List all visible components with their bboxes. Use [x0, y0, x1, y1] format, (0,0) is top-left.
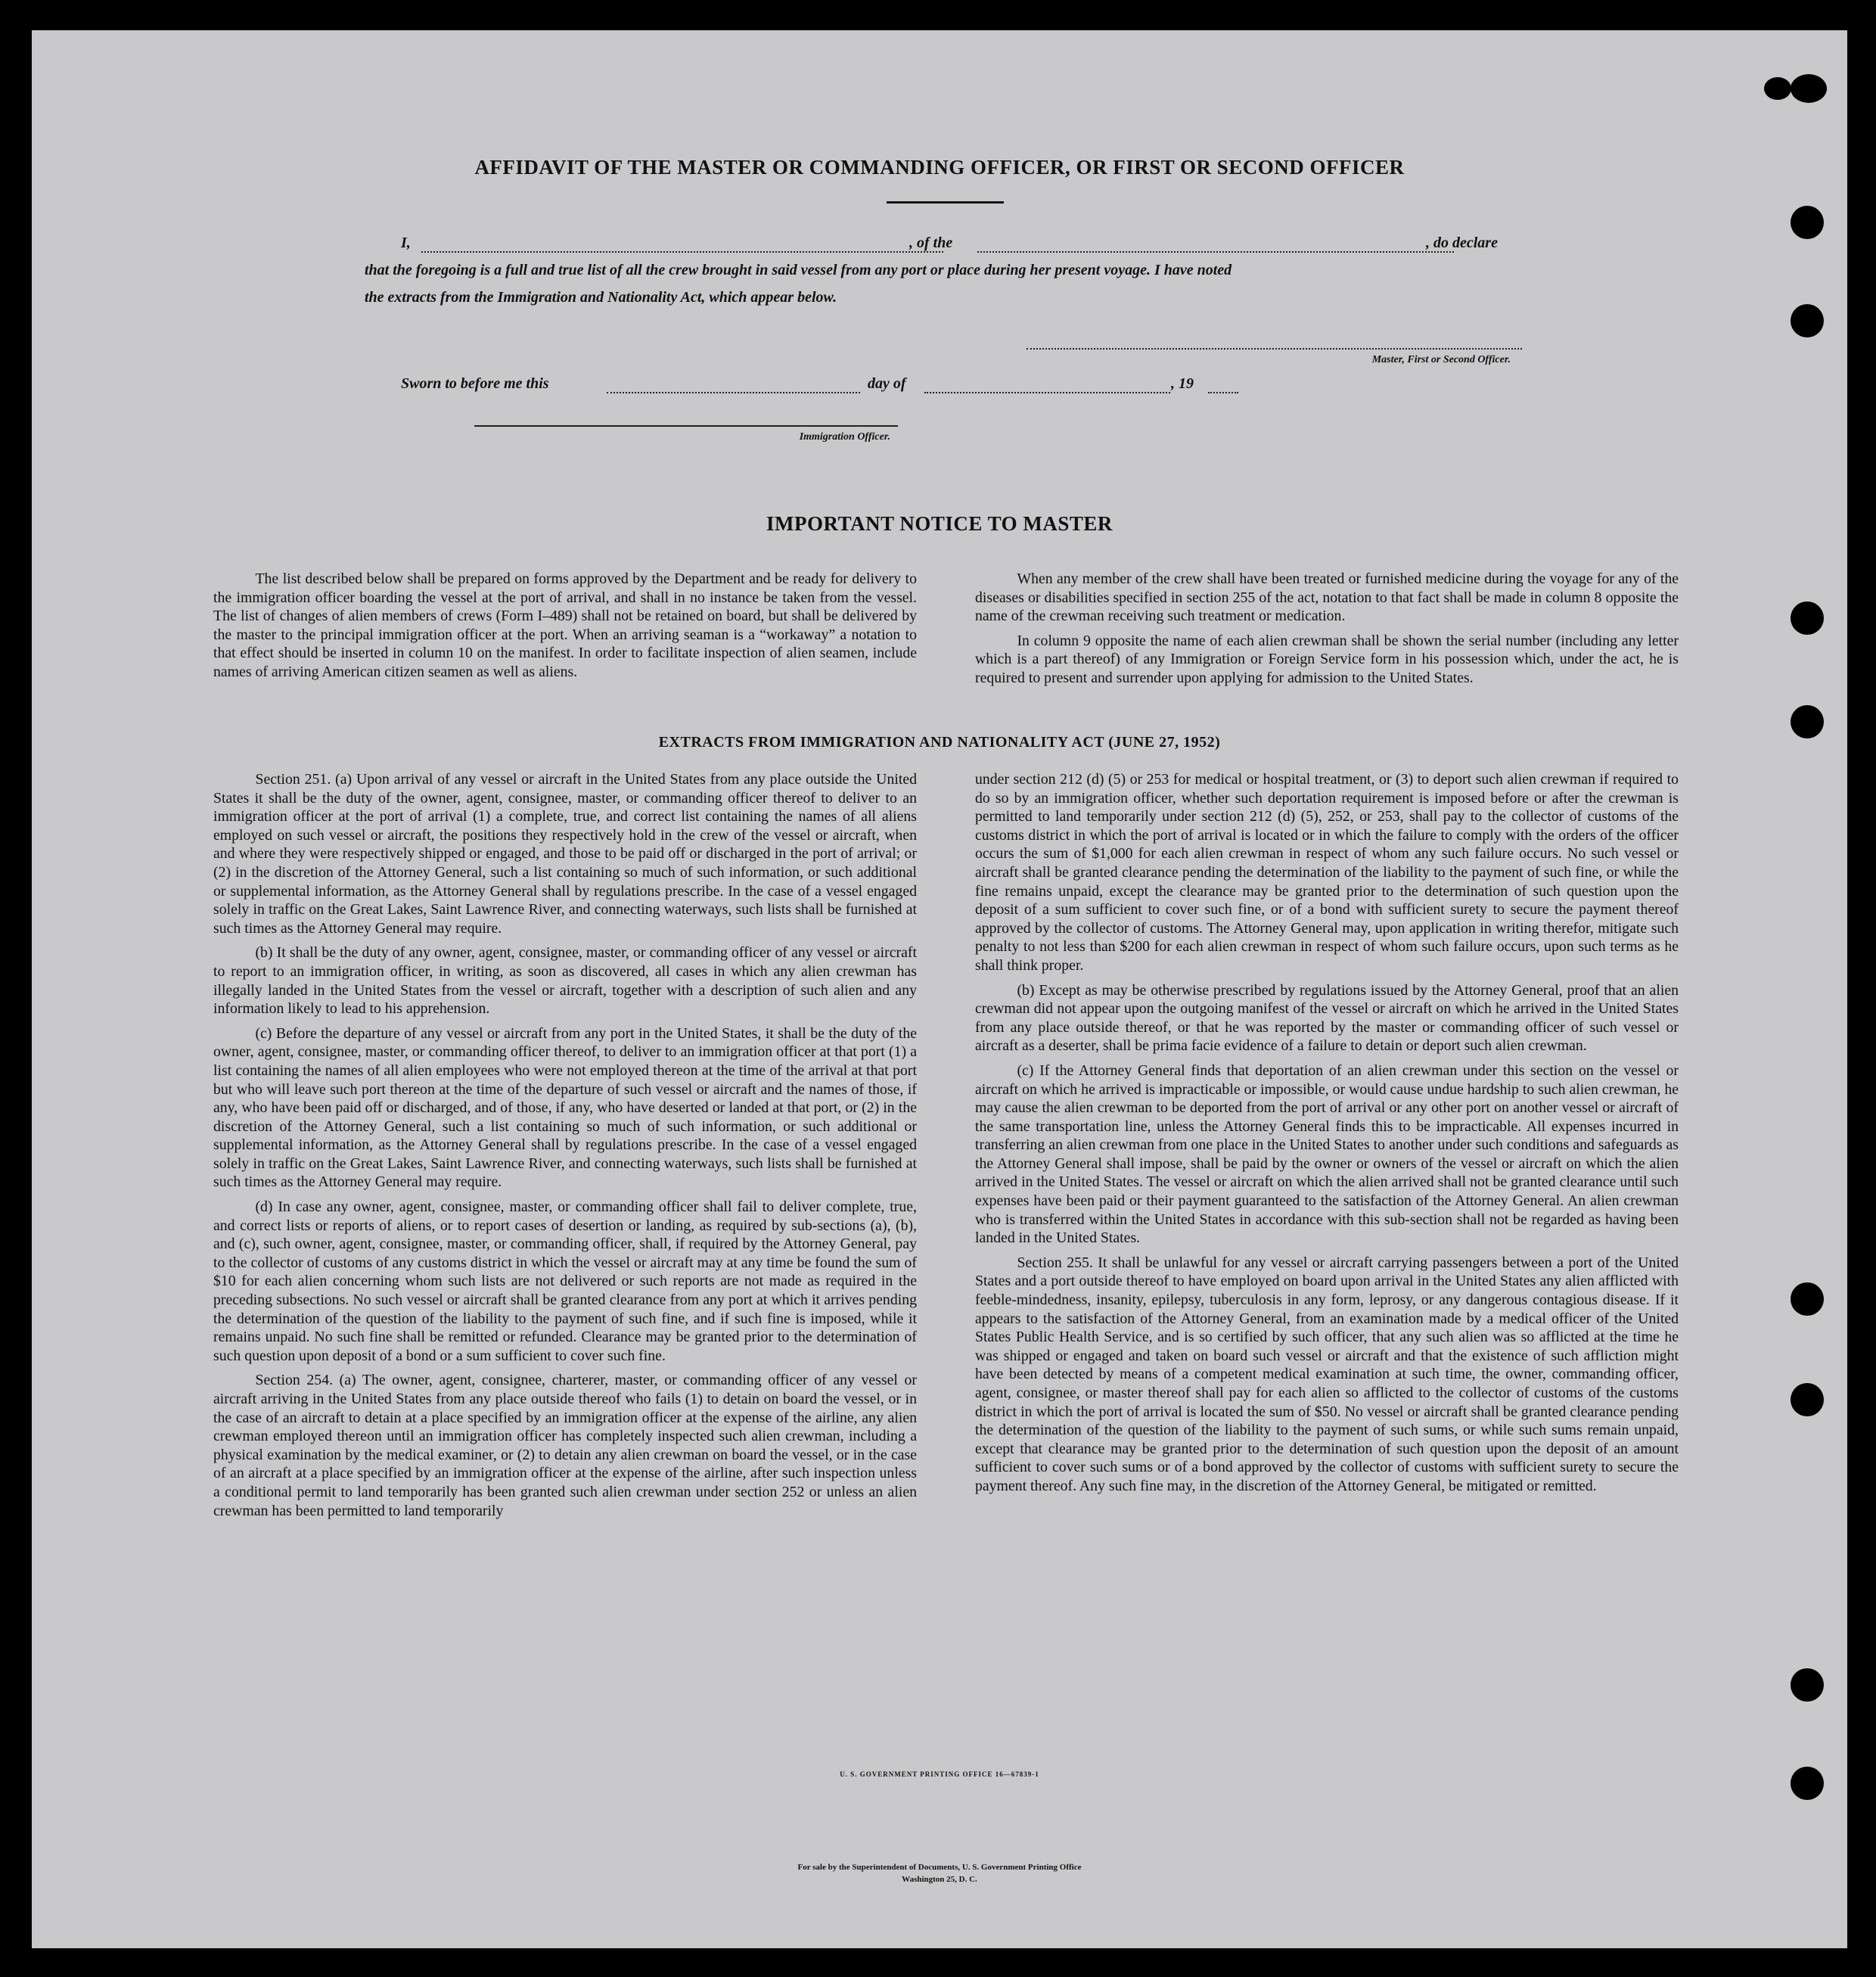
notice-right-paragraph-2: In column 9 opposite the name of each alien crewman shall be shown the serial number (including any letter which is a part thereof) of any Immigration or Foreign Service form in his possession which, under the act, he is required to present and surrender upon applying for admission to the United States. [975, 632, 1679, 686]
statement-line-1: that the foregoing is a full and true list of all the crew brought in said vessel from any port or place during her present voyage. I have noted [365, 262, 1232, 278]
section-251b: (b) It shall be the duty of any owner, agent, consignee, master, or commanding officer of any vessel or aircraft to report to an immigration officer, in writing, as soon as discovered, all cases in which any alien crewman has illegally landed in the United States from the vessel or aircraft, together with a description of such alien and any information likely to lead to his apprehension. [213, 944, 917, 1018]
master-signature-caption: Master, First or Second Officer. [1371, 354, 1511, 365]
notice-left-paragraph: The list described below shall be prepared on forms approved by the Department and be ready for delivery to the immigration officer boarding the vessel at the port of arrival, and shall in no instance be taken from the vessel. The list of changes of alien members of crews (Form I–489) shall not be retained on board, but shall be delivered by the master to the principal immigration officer at the port. When an arriving seaman is a “workaway” a notation to that effect should be inserted in column 10 on the manifest. In order to facilitate inspection of alien seamen, include names of arriving American citizen seamen as well as aliens. [213, 570, 917, 680]
punch-hole-1 [1791, 206, 1824, 239]
extracts-left-column [213, 770, 917, 1526]
punch-hole-6 [1791, 1383, 1824, 1416]
punch-hole-3 [1791, 601, 1824, 635]
section-255: Section 255. It shall be unlawful for any vessel or aircraft carrying passengers between a port of the United States and a port outside thereof to have employed on board upon arrival in the United States any alien afflicted with feeble-mindedness, insanity, epilepsy, tuberculosis in any form, leprosy, or any dangerous contagious disease. If it appears to the satisfaction of the Attorney General, from an examination made by a medical officer of the United States Public Health Service, and is so certified by such officer, that any such alien was so afflicted at the time he was shipped or engaged and taken on board such vessel or aircraft and that the existence of such affliction might have been detected by means of a competent medical examination at such time, the owner, commanding officer, agent, consignee, or master thereof shall pay for each alien so afflicted to the collector of customs of the customs district in which the port of arrival is located the sum of $50. No vessel or aircraft shall be granted clearance pending the determination of the question of the liability to the payment of such sums, or while such sums remain unpaid, except that clearance may be granted prior to the determination of such question upon the deposit of an amount sufficient to cover such sums or of a bond approved by the collector of customs with sufficient surety to secure the payment thereof. Any such fine may, in the discretion of the Attorney General, be mitigated or remitted. [975, 1254, 1679, 1494]
master-signature-field[interactable] [1027, 348, 1522, 350]
notice-right-column [975, 570, 1679, 694]
punch-hole-4 [1791, 705, 1824, 738]
extracts-right-column [975, 770, 1679, 1502]
punch-hole-7 [1791, 1668, 1824, 1702]
sworn-day-field[interactable] [607, 392, 860, 393]
section-254a-continued: under section 212 (d) (5) or 253 for medical or hospital treatment, or (3) to deport such alien crewman if required to do so by an immigration officer, whether such deportation requirement is imposed before or after the crewman is permitted to land temporarily under section 212 (d) (5), 252, or 253, shall pay to the collector of customs of the customs district in which the port of arrival is located or in which the failure to comply with the orders of the officer occurs the sum of $1,000 for each alien crewman in respect of whom any such failure occurs. No such vessel or aircraft shall be granted clearance pending the determination of the liability to the payment of such fine, or while the fine remains unpaid, except the clearance may be granted prior to the determination of such question upon the deposit of a sum sufficient to cover such fine, or of a bond with sufficient surety to secure the payment thereof approved by the collector of customs. The Attorney General may, upon application in writing therefor, mitigate such penalty to not less than $200 for each alien crewman in respect of whom such failure occurs, upon such terms as he shall think proper. [975, 771, 1679, 974]
punch-hole-top-right [1791, 74, 1827, 103]
year-label: , 19 [1171, 375, 1194, 392]
notice-right-paragraph-1: When any member of the crew shall have been treated or furnished medicine during the voyage for any of the diseases or disabilities specified in section 255 of the act, notation to that fact shall be made in column 8 opposite the name of the crewman receiving such treatment or medication. [975, 570, 1679, 625]
gpo-imprint: U. S. GOVERNMENT PRINTING OFFICE 16—67839-1 [840, 1770, 1039, 1778]
of-the-label: , of the [909, 235, 953, 251]
punch-hole-8 [1791, 1767, 1824, 1800]
sworn-year-field[interactable] [1208, 392, 1238, 393]
declare-i-label: I, [401, 235, 411, 251]
extracts-title: EXTRACTS FROM IMMIGRATION AND NATIONALITY ACT (JUNE 27, 1952) [658, 734, 1221, 751]
section-251c: (c) Before the departure of any vessel or aircraft from any port in the United States, it shall be the duty of the owner, agent, consignee, master, or commanding officer thereof, to deliver to an immigration officer at that port (1) a list containing the names of all alien employees who were not employed thereon at the time of the arrival at that port but who will leave such port thereon at the time of the departure of such vessel or aircraft and the names of those, if any, who have been paid off or discharged, and of those, if any, who have deserted or landed at that port, or (2) in the discretion of the Attorney General, such a list containing so much of such information, or such additional or supplemental information, as the Attorney General shall by regulations prescribe. In the case of a vessel engaged solely in traffic on the Great Lakes, Saint Lawrence River, and connecting waterways, such lists shall be furnished at such times as the Attorney General may require. [213, 1024, 917, 1191]
sale-line-1: For sale by the Superintendent of Documents, U. S. Government Printing Office [797, 1863, 1082, 1872]
sworn-month-field[interactable] [924, 392, 1170, 393]
sale-line-2: Washington 25, D. C. [902, 1875, 977, 1884]
punch-hole-top-left [1764, 77, 1791, 100]
section-251d: (d) In case any owner, agent, consignee, master, or commanding officer shall fail to deliver complete, true, and correct lists or reports of aliens, or to report cases of desertion or landing, as required by sub-sections (a), (b), and (c), such owner, agent, consignee, master, or commanding officer, shall, if required by the Attorney General, pay to the collector of customs of any customs district in which the vessel or aircraft may at any time be found the sum of $10 for each alien concerning whom such lists are not delivered or such reports are not made as required in the preceding subsections. No such vessel or aircraft shall be granted clearance from any port at which it arrives pending the determination of the question of the liability to the payment of such fine, and if such fine is imposed, while it remains unpaid. No such fine shall be remitted or refunded. Clearance may be granted prior to the determination of such question upon deposit of a bond or a sum sufficient to cover such fine. [213, 1198, 917, 1364]
officer-signature-caption: Immigration Officer. [799, 431, 890, 443]
notice-title: IMPORTANT NOTICE TO MASTER [766, 512, 1113, 535]
section-254a: Section 254. (a) The owner, agent, consignee, charterer, master, or commanding officer of any vessel or aircraft arriving in the United States from any place outside thereof who fails (1) to detain on board the vessel, or in the case of an aircraft to detain at a place specified by an immigration officer at the expense of the airline, any alien crewman employed thereon until an immigration officer has completely inspected such alien crewman, including a physical examination by the medical examiner, or (2) to detain any alien crewman on board the vessel, or in the case of an aircraft at a place specified by an immigration officer at the expense of the airline, after such inspection unless a conditional permit to land temporarily has been granted such alien crewman under section 252 or unless an alien crewman has been permitted to land temporarily [213, 1372, 917, 1519]
punch-hole-2 [1791, 304, 1824, 337]
sworn-label: Sworn to before me this [401, 375, 549, 392]
section-251a: Section 251. (a) Upon arrival of any vessel or aircraft in the United States from any place outside the United States it shall be the duty of the owner, agent, consignee, master, or commanding officer thereof to deliver to an immigration officer at the port of arrival (1) a complete, true, and correct list containing the names of all aliens employed on such vessel or aircraft, the positions they respectively hold in the crew of the vessel or aircraft, when and where they were respectively shipped or engaged, and those to be paid off or discharged in the port of arrival; or (2) in the discretion of the Attorney General, such a list containing so much of such information, or such additional or supplemental information, as the Attorney General shall by regulations prescribe. In the case of a vessel engaged solely in traffic on the Great Lakes, Saint Lawrence River, and connecting waterways, such lists shall be furnished at such times as the Attorney General may require. [213, 771, 917, 937]
affidavit-title: AFFIDAVIT OF THE MASTER OR COMMANDING OFFICER, OR FIRST OR SECOND OFFICER [474, 156, 1405, 179]
statement-line-2: the extracts from the Immigration and Nationality Act, which appear below. [365, 289, 837, 306]
form-page [32, 30, 1847, 1948]
officer-name-field[interactable] [421, 251, 943, 253]
title-rule [887, 201, 1004, 204]
day-of-label: day of [868, 375, 906, 392]
officer-signature-field[interactable] [474, 425, 898, 427]
do-declare-label: , do declare [1426, 235, 1498, 251]
notice-left-column [213, 570, 917, 688]
vessel-name-field[interactable] [977, 251, 1454, 253]
punch-hole-5 [1791, 1282, 1824, 1316]
section-254b: (b) Except as may be otherwise prescribed by regulations issued by the Attorney General, proof that an alien crewman did not appear upon the outgoing manifest of the vessel or aircraft on which he arrived in the United States from any place outside thereof, or that he was reported by the master or commanding officer of such vessel or aircraft as a deserter, shall be prima facie evidence of a failure to detain or deport such alien crewman. [975, 981, 1679, 1055]
section-254c: (c) If the Attorney General finds that deportation of an alien crewman under this section on the vessel or aircraft on which he arrived is impracticable or impossible, or would cause undue hardship to such alien crewman, he may cause the alien crewman to be deported from the port of arrival or any other port on another vessel or aircraft of the same transportation line, unless the Attorney General finds this to be impracticable. All expenses incurred in transferring an alien crewman from one place in the United States to another under such conditions and safeguards as the Attorney General shall impose, shall be paid by the owner or owners of the vessel or aircraft on which the alien arrived in the United States. The vessel or aircraft on which the alien arrived shall not be granted clearance until such expenses have been paid or their payment guaranteed to the satisfaction of the Attorney General. An alien crewman who is transferred within the United States in accordance with this sub-section shall not be regarded as having been landed in the United States. [975, 1062, 1679, 1247]
